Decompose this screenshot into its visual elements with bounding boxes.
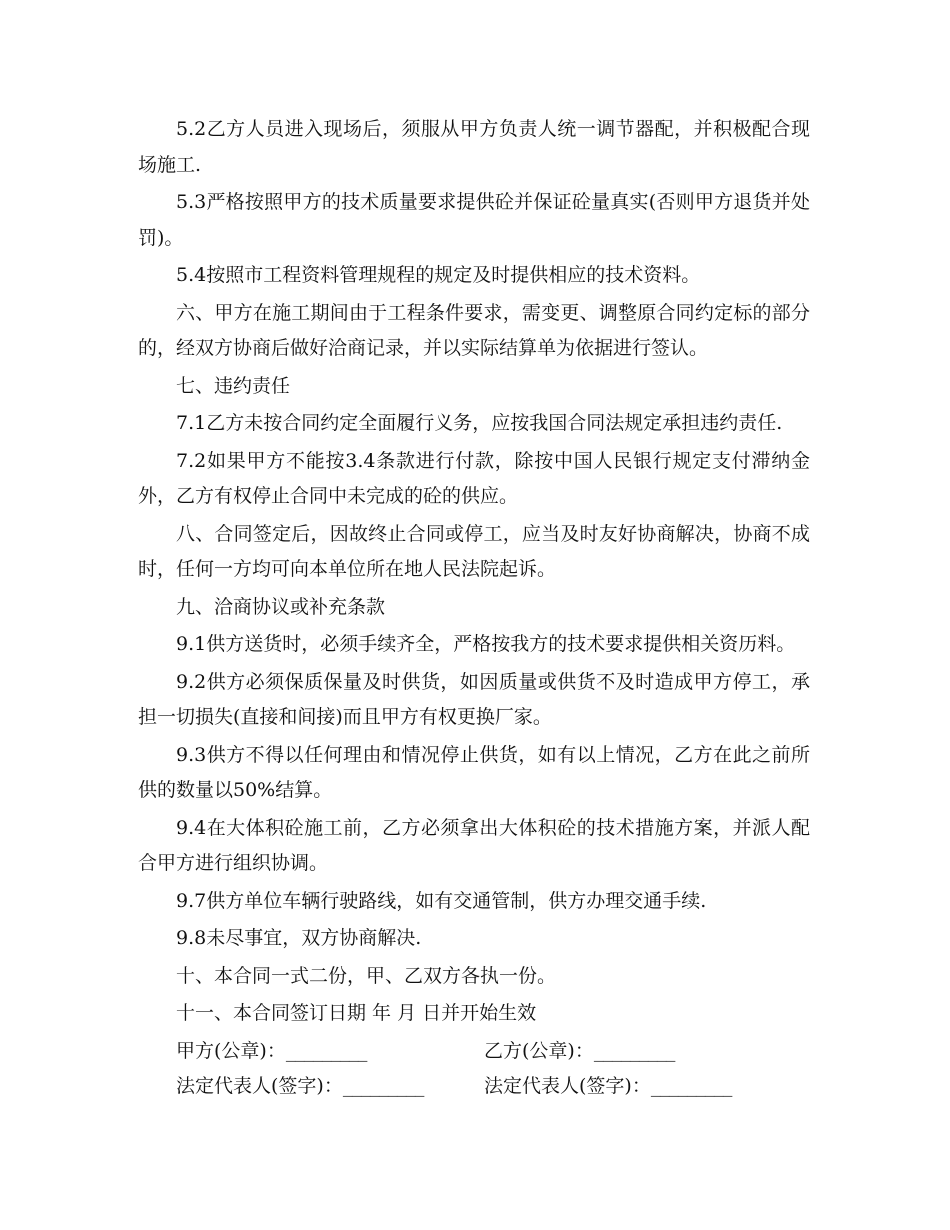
- clause-9-7: 9.7供方单位车辆行驶路线，如有交通管制，供方办理交通手续.: [176, 889, 707, 912]
- clause-9-4: 9.4在大体积砼施工前，乙方必须拿出大体积砼的技术措施方案，并派人配合甲方进行组织协调。: [138, 816, 810, 874]
- section-7-heading: 七、违约责任: [176, 374, 291, 397]
- clause-5-4: 5.4按照市工程资料管理规程的规定及时提供相应的技术资料。: [176, 264, 701, 286]
- clause-7-2: 7.2如果甲方不能按3.4条款进行付款，除按中国人民银行规定支付滞纳金外，乙方有权停止合同中未完成的砼的供应。: [138, 449, 810, 507]
- party-a-seal: [138, 1034, 484, 1070]
- clause-9-8: 9.8未尽事宜，双方协商解决.: [176, 927, 422, 949]
- representative-row: [138, 1069, 810, 1105]
- party-b-representative: [484, 1069, 810, 1105]
- clause-9-1: 9.1供方送货时，必须手续齐全，严格按我方的技术要求提供相关资历料。: [176, 633, 796, 655]
- clause-5-2: 5.2乙方人员进入现场后，须服从甲方负责人统一调节器配，并积极配合现场施工.: [138, 118, 810, 176]
- party-b-seal: [484, 1034, 810, 1070]
- section-8: 八、合同签定后，因故终止合同或停工，应当及时友好协商解决，协商不成时，任何一方均可向本单位所在地人民法院起诉。: [138, 522, 810, 580]
- party-b-rep-label: 法定代表人(签字)：: [484, 1075, 651, 1097]
- party-a-rep-label: 法定代表人(签字)：: [176, 1075, 343, 1097]
- section-9-heading: 九、洽商协议或补充条款: [176, 595, 386, 618]
- contract-body: [138, 112, 810, 1105]
- clause-9-2: 9.2供方必须保质保量及时供货，如因质量或供货不及时造成甲方停工，承担一切损失(直接和间接)而且甲方有权更换厂家。: [138, 670, 810, 728]
- party-a-representative: [138, 1069, 484, 1105]
- party-b-seal-label: 乙方(公章)：: [484, 1039, 594, 1062]
- party-a-seal-label: 甲方(公章)：: [176, 1039, 286, 1062]
- section-10: 十、本合同一式二份，甲、乙双方各执一份。: [176, 964, 557, 987]
- seal-row: [138, 1034, 810, 1070]
- section-11: 十一、本合同签订日期 年 月 日并开始生效: [176, 1002, 537, 1024]
- clause-9-3: 9.3供方不得以任何理由和情况停止供货，如有以上情况，乙方在此之前所供的数量以50%结算。: [138, 743, 810, 801]
- party-b-seal-line: _________: [593, 1039, 675, 1062]
- party-b-rep-line: _________: [650, 1075, 732, 1097]
- party-a-rep-line: _________: [342, 1075, 424, 1097]
- clause-7-1: 7.1乙方未按合同约定全面履行义务，应按我国合同法规定承担违约责任.: [176, 412, 783, 434]
- section-6: 六、甲方在施工期间由于工程条件要求，需变更、调整原合同约定标的部分的，经双方协商后做好洽商记录，并以实际结算单为依据进行签认。: [138, 301, 810, 359]
- clause-5-3: 5.3严格按照甲方的技术质量要求提供砼并保证砼量真实(否则甲方退货并处罚)。: [138, 191, 810, 249]
- party-a-seal-line: _________: [285, 1039, 367, 1062]
